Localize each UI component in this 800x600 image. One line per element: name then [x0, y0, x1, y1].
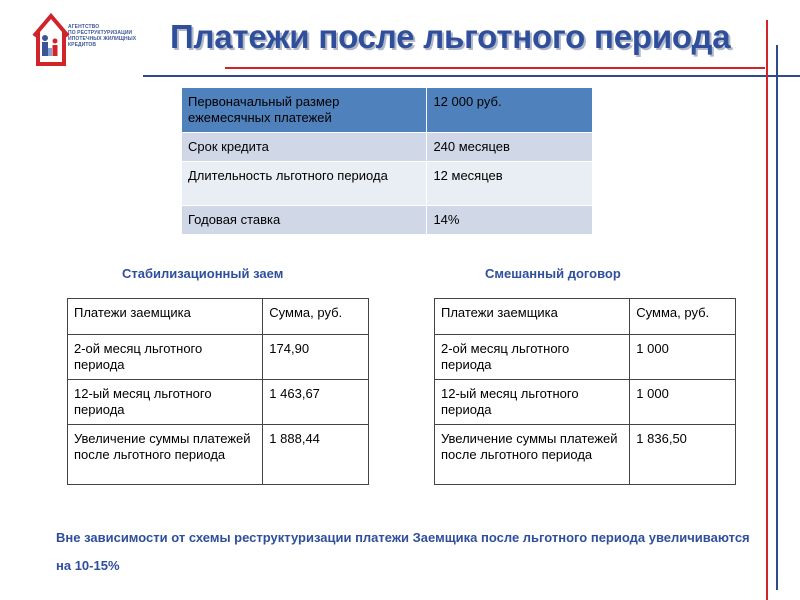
right-red-line — [766, 20, 768, 600]
row-value: 1 000 — [630, 335, 736, 380]
table-row — [68, 335, 369, 380]
param-label: Срок кредита — [182, 133, 427, 162]
param-value: 240 месяцев — [427, 133, 593, 162]
row-label: 2-ой месяц льготного периода — [68, 335, 263, 380]
table-row — [435, 380, 736, 425]
table-row — [182, 133, 593, 162]
column-header: Сумма, руб. — [263, 299, 369, 335]
table-row — [182, 206, 593, 235]
table-row — [68, 425, 369, 485]
param-label: Длительность льготного периода — [182, 162, 427, 206]
right-blue-line — [776, 45, 778, 590]
param-value: 12 месяцев — [427, 162, 593, 206]
row-value: 174,90 — [263, 335, 369, 380]
param-value: 14% — [427, 206, 593, 235]
logo-text: АГЕНТСТВО ПО РЕСТРУКТУРИЗАЦИИ ИПОТЕЧНЫХ ЖИЛИЩНЫХ КРЕДИТОВ — [68, 24, 137, 48]
column-header: Платежи заемщика — [68, 299, 263, 335]
conclusion-text: Вне зависимости от схемы реструктуризации платежи Заемщика после льготного периода увеличиваются на 10-15% — [56, 530, 750, 573]
param-label: Первоначальный размер ежемесячных платежей — [182, 88, 427, 133]
loan-params-table — [181, 87, 593, 235]
table-header-row — [435, 299, 736, 335]
header-blue-line — [143, 75, 800, 77]
table-row — [182, 162, 593, 206]
row-label: 2-ой месяц льготного периода — [435, 335, 630, 380]
row-label: Увеличение суммы платежей после льготного периода — [435, 425, 630, 485]
row-label: 12-ый месяц льготного периода — [435, 380, 630, 425]
row-value: 1 000 — [630, 380, 736, 425]
param-label: Годовая ставка — [182, 206, 427, 235]
row-value: 1 888,44 — [263, 425, 369, 485]
row-value: 1 836,50 — [630, 425, 736, 485]
mixed-heading: Смешанный договор — [485, 266, 621, 281]
mixed-table — [434, 298, 736, 485]
table-row — [182, 88, 593, 133]
table-row — [435, 425, 736, 485]
row-label: 12-ый месяц льготного периода — [68, 380, 263, 425]
row-value: 1 463,67 — [263, 380, 369, 425]
table-header-row — [68, 299, 369, 335]
column-header: Сумма, руб. — [630, 299, 736, 335]
agency-logo — [26, 4, 141, 76]
stabilization-table — [67, 298, 369, 485]
table-row — [68, 380, 369, 425]
header-red-line — [225, 67, 765, 69]
column-header: Платежи заемщика — [435, 299, 630, 335]
slide-title: Платежи после льготного периода — [170, 18, 731, 55]
stabilization-heading: Стабилизационный заем — [122, 266, 284, 281]
row-label: Увеличение суммы платежей после льготного периода — [68, 425, 263, 485]
param-value: 12 000 руб. — [427, 88, 593, 133]
table-row — [435, 335, 736, 380]
